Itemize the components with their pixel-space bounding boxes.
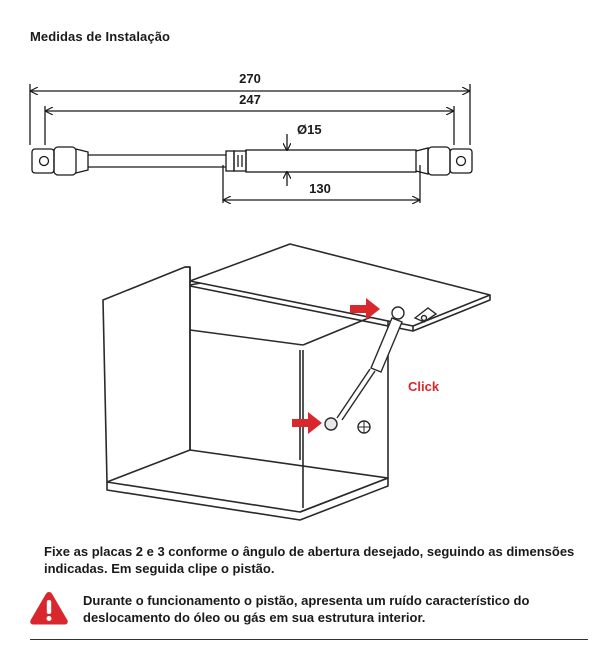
label-diameter: Ø15 [297,122,322,137]
click-label: Click [408,379,440,394]
instruction-text: Fixe as placas 2 e 3 conforme o ângulo de abertura desejado, seguindo as dimensões indicadas. Em seguida clipe o pistão. [44,544,575,576]
mounted-piston [325,307,436,433]
warning-triangle-icon [29,590,69,626]
arrow-icon-lower [292,412,322,434]
warning-text: Durante o funcionamento o pistão, apresenta um ruído característico do deslocamento do óleo ou gás em sua estrutura interior. [83,593,530,625]
bottom-divider [30,639,588,640]
page-title: Medidas de Instalação [30,29,171,44]
label-body-length: 130 [309,181,331,196]
label-total-length: 270 [239,71,261,86]
label-center-length: 247 [239,92,261,107]
